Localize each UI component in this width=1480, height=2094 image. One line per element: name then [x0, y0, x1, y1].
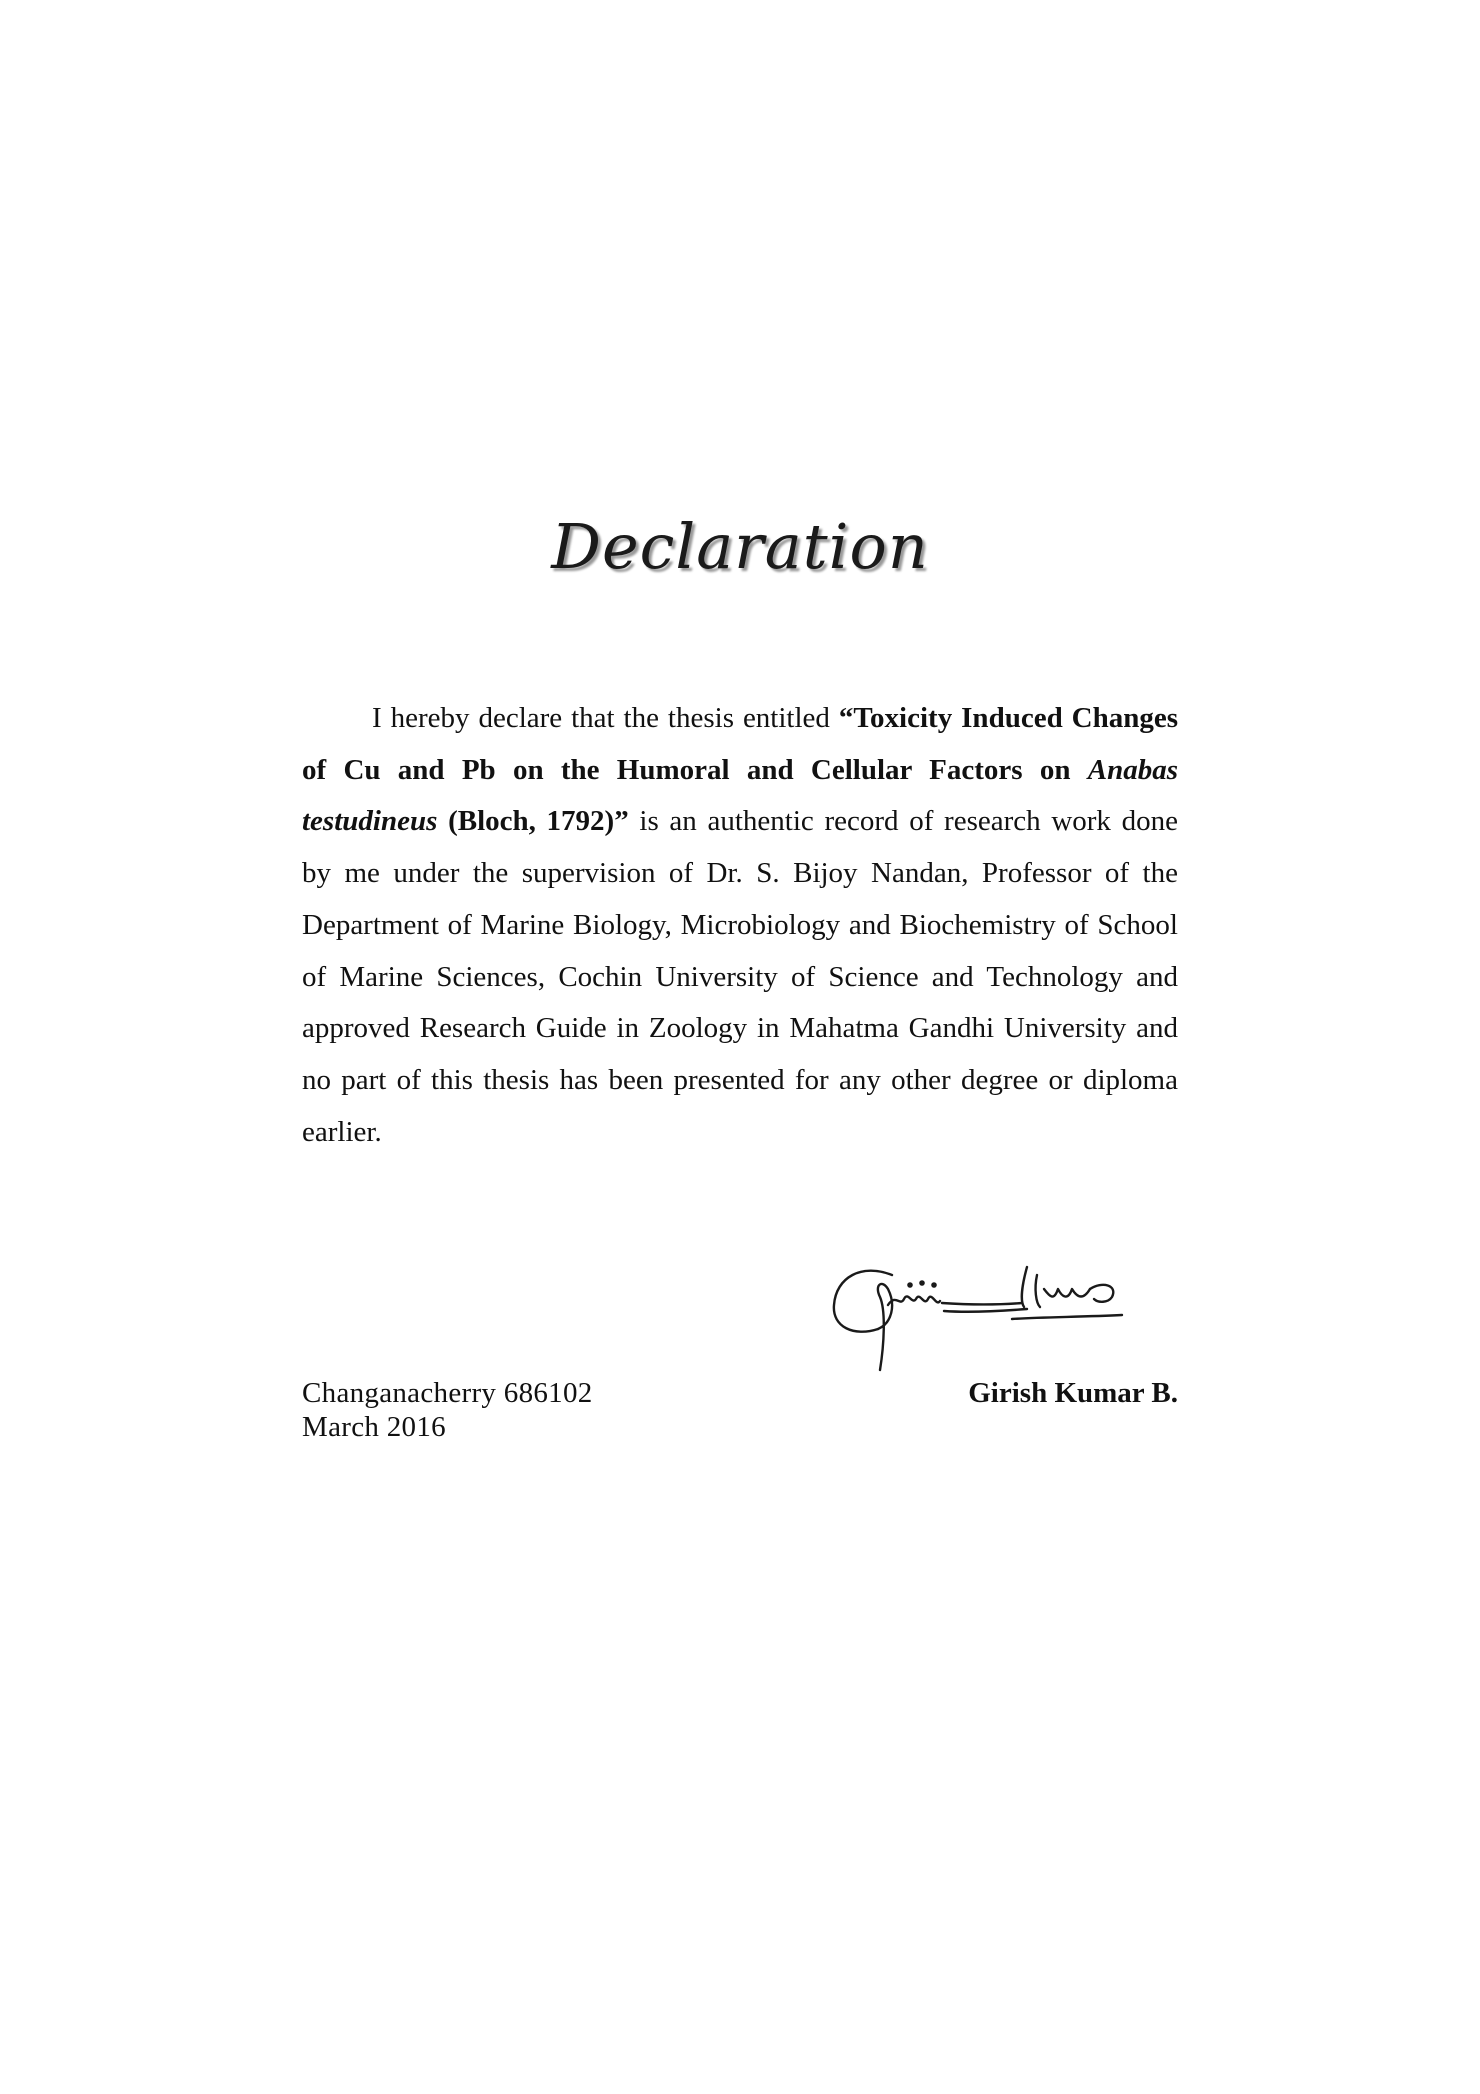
date: March 2016 — [302, 1411, 446, 1443]
paragraph-intro: I hereby declare that the thesis entitled — [372, 702, 839, 734]
signature-icon — [822, 1245, 1182, 1375]
species-name: Anabas testudineus — [302, 753, 1178, 838]
page-title: Declaration — [551, 510, 929, 583]
thesis-title-part-1: “Toxicity Induced Changes of Cu and Pb on the Humoral and Cellular Factors on — [302, 702, 1179, 786]
place-date-block — [302, 1376, 593, 1444]
signer-name: Girish Kumar B. — [968, 1377, 1178, 1409]
declaration-paragraph — [302, 693, 1178, 1158]
paragraph-body: is an authentic record of research work done by me under the supervision of Dr. S. Bijoy Nandan, Professor of the Department of Marine Biology, Microbiology and Biochemistry of School of Marine Sciences, Cochin University of Science and Technology and approved Research Guide in Zoology in Mahatma Gandhi University and no part of this thesis has been presented for any other degree or diploma earlier. — [302, 805, 1178, 1148]
place: Changanacherry 686102 — [302, 1377, 593, 1409]
thesis-title-part-2: (Bloch, 1792)” — [437, 805, 629, 838]
